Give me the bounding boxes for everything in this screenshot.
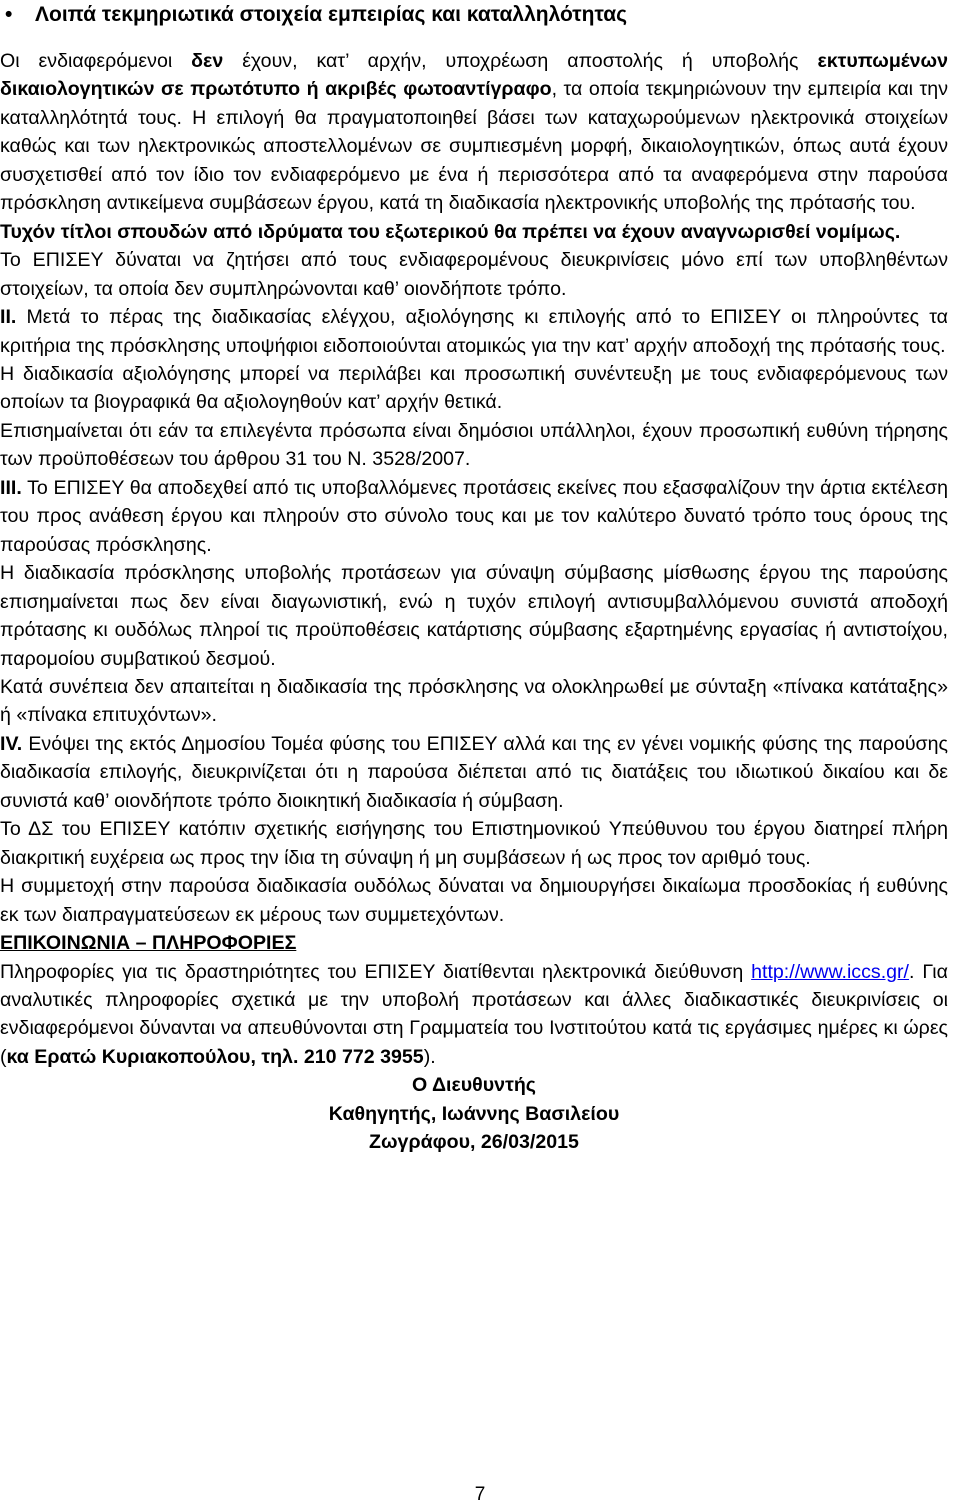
website-link[interactable]: http://www.iccs.gr/ — [751, 960, 910, 983]
page-number: 7 — [474, 1484, 486, 1505]
paragraph-foreign-degrees: Τυχόν τίτλοι σπουδών από ιδρύματα του εξωτερικού θα πρέπει να έχουν αναγνωρισθεί νομίμως. — [0, 220, 901, 243]
paragraph-section-3 — [0, 474, 948, 559]
signature-place-date: Ζωγράφου, 26/03/2015 — [369, 1131, 579, 1154]
paragraph-section-4 — [0, 730, 948, 815]
text-run-bold: εκτυπωμένων δικαιολογητικών σε πρωτότυπο ή ακριβές φωτοαντίγραφο — [0, 50, 948, 101]
text-run: Ενόψει της εκτός Δημοσίου Τομέα φύσης του ΕΠΙΣΕΥ αλλά και της εν γένει νομικής φύσης της παρούσης διαδικασία επιλογής, διευκρινίζεται ότι η παρούσα διέπεται από τις διατάξεις του ιδιωτικού δικαίου και δε συνιστά καθ’ οιονδήποτε τρόπο διοικητική διαδικασία ή σύμβαση. — [0, 732, 948, 812]
paragraph-participation: Η συμμετοχή στην παρούσα διαδικασία ουδόλως δύναται να δημιουργήσει δικαίωμα προσδοκίας ή ευθύνης εκ των διαπραγματεύσεων εκ μέρους των συμμετεχόντων. — [0, 875, 948, 926]
paragraph-civil-servants: Επισημαίνεται ότι εάν τα επιλεγέντα πρόσωπα είναι δημόσιοι υπάλληλοι, έχουν προσωπική ευθύνη τήρησης των προϋποθέσεων του άρθρου 31 του Ν. 3528/2007. — [0, 419, 948, 471]
paragraph-clarifications: Το ΕΠΙΣΕΥ δύναται να ζητήσει από τους ενδιαφερομένους διευκρινίσεις μόνο επί των υποβληθέντων στοιχείων, τα οποία δεν συμπληρώνονται καθ’ οιονδήποτε τρόπο. — [0, 249, 948, 300]
paragraph-interview: Η διαδικασία αξιολόγησης μπορεί να περιλάβει και προσωπική συνέντευξη με τους ενδιαφερόμενους των οποίων τα βιογραφικά θα αξιολογηθούν κατ’ αρχήν θετικά. — [0, 362, 948, 414]
section-title: Λοιπά τεκμηριωτικά στοιχεία εμπειρίας και καταλληλότητας — [35, 3, 628, 26]
text-run: , τα οποία τεκμηριώνουν την εμπειρία και την καταλληλότητά τους. Η επιλογή θα πραγματοποιηθεί βάσει των καταχωρούμενων ηλεκτρονικά στοιχείων καθώς και των ηλεκτρονικώς αποστελλομένων σε συμπιεσμένη μορφή, δικαιολογητικών, όπως αυτά έχουν συσχετισθεί από τον ίδιο τον ενδιαφερόμενο με ένα ή περισσότερα από τα αναφερόμενα στην παρούσα πρόσκληση αντικείμενα συμβάσεων έργου, κατά τη διαδικασία ηλεκτρονικής υποβολής της πρότασής του. — [0, 78, 948, 215]
paragraph-section-2 — [0, 303, 948, 360]
section-number: ΙΙ. — [0, 306, 17, 329]
text-run: έχουν, κατ’ αρχήν, υποχρέωση αποστολής ή υποβολής — [223, 50, 818, 72]
text-run: Οι ενδιαφερόμενοι — [0, 50, 192, 72]
text-run: Πληροφορίες για τις δραστηριότητες του ΕΠΙΣΕΥ διατίθενται ηλεκτρονικά διεύθυνση — [0, 960, 752, 983]
text-run: Το ΕΠΙΣΕΥ θα αποδεχθεί από τις υποβαλλόμενες προτάσεις εκείνες που εξασφαλίζουν την άρτια εκτέλεση του προς ανάθεση έργου και πληρούν στο σύνολο τους και με τον καλύτερο δυνατό τρόπο τους όρους της παρούσας πρόσκλησης. — [0, 476, 948, 556]
paragraph-non-competitive: Η διαδικασία πρόσκλησης υποβολής προτάσεων για σύναψη σύμβασης μίσθωσης έργου της παρούσης επισημαίνεται πως δεν είναι διαγωνιστική, ενώ η τυχόν επιλογή αντισυμβαλλόμενου συνιστά αποδοχή πρότασης κι ουδόλως πληροί τις προϋποθέσεις κατάρτισης σύμβασης εξαρτημένης εργασίας ή αντιστοίχου, παρομοίου συμβατικού δεσμού. — [0, 562, 948, 670]
paragraph-ranking: Κατά συνέπεια δεν απαιτείται η διαδικασία της πρόσκλησης να ολοκληρωθεί με σύνταξη «πίνακα κατάταξης» ή «πίνακα επιτυχόντων». — [0, 675, 948, 727]
section-heading — [5, 2, 627, 28]
document-body — [0, 47, 948, 1157]
signature-name: Καθηγητής, Ιωάννης Βασιλείου — [328, 1102, 620, 1125]
text-run-bold: δεν — [191, 50, 224, 72]
contact-heading: ΕΠΙΚΟΙΝΩΝΙΑ – ΠΛΗΡΟΦΟΡΙΕΣ — [0, 932, 297, 955]
text-run: . Για αναλυτικές πληροφορίες σχετικά με την υποβολή προτάσεων και άλλες διαδικαστικές διευκρινίσεις οι ενδιαφερόμενοι δύνανται να απευθύνονται στη Γραμματεία του Ινστιτούτου κατά τις εργάσιμες ημέρες κι ώρες ( — [0, 960, 948, 1068]
text-run: ). — [423, 1045, 436, 1068]
contact-person: κα Ερατώ Κυριακοπούλου, τηλ. 210 772 3955 — [6, 1045, 424, 1068]
bullet-icon: • — [5, 3, 13, 26]
paragraph-documents — [0, 47, 948, 218]
text-run: Μετά το πέρας της διαδικασίας ελέγχου, αξιολόγησης κι επιλογής από το ΕΠΙΣΕΥ οι πληρούντες τα κριτήρια της πρόσκλησης υποψήφιοι ειδοποιούνται ατομικώς για την κατ’ αρχήν αποδοχή της πρότασής τους. — [0, 306, 948, 357]
section-number: ΙΙΙ. — [0, 476, 22, 499]
section-number: IV. — [0, 732, 23, 755]
paragraph-board-discretion: Το ΔΣ του ΕΠΙΣΕΥ κατόπιν σχετικής εισήγησης του Επιστημονικού Υπεύθυνου του έργου διατηρεί πλήρη διακριτική ευχέρεια ως προς την ίδια τη σύναψη ή μη συμβάσεων ή ως προς τον αριθμό τους. — [0, 818, 948, 869]
paragraph-contact — [0, 958, 948, 1072]
signature-role: Ο Διευθυντής — [412, 1074, 536, 1097]
